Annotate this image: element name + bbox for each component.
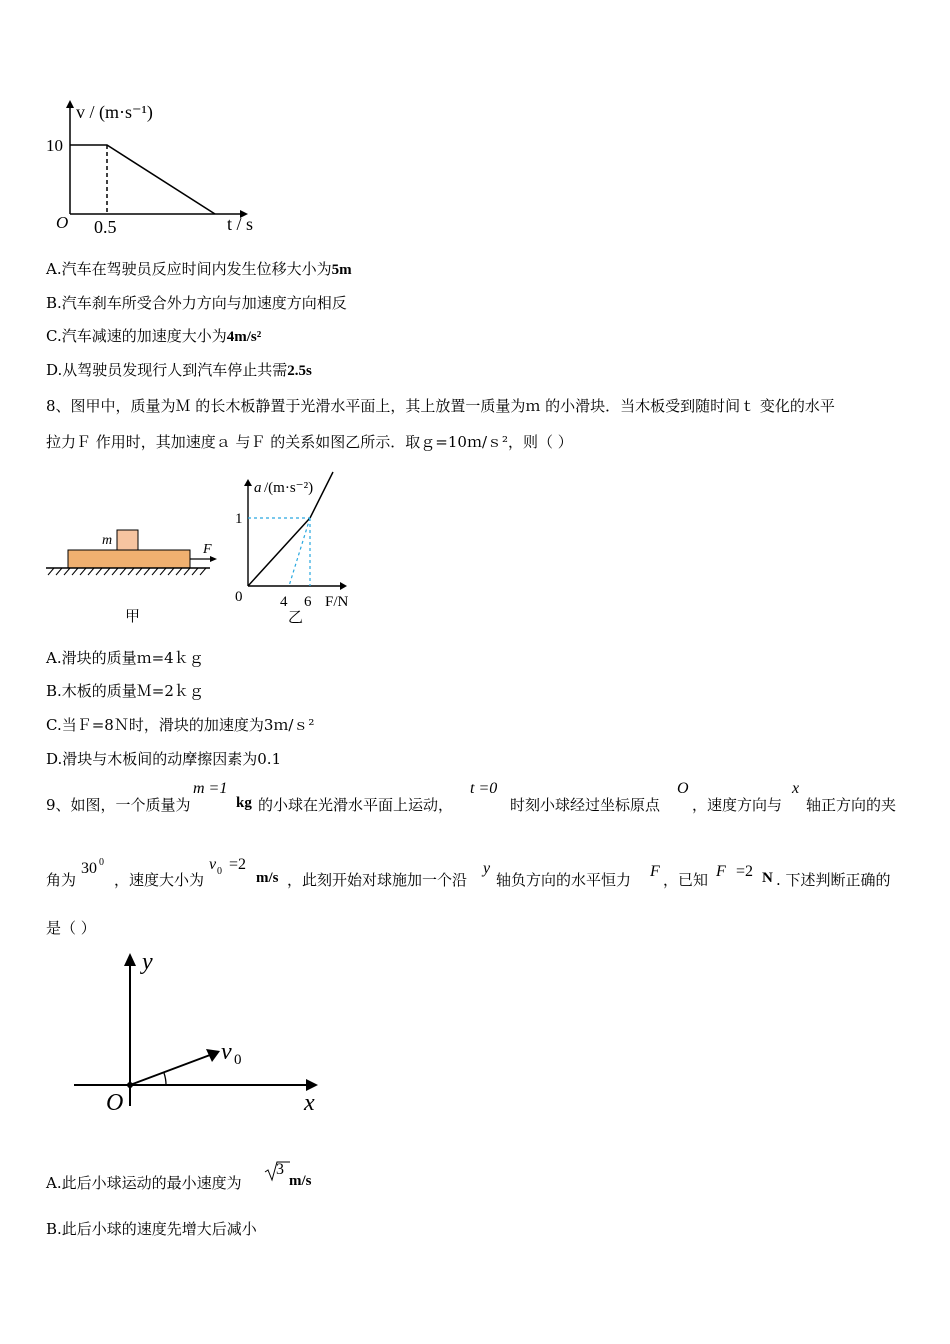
q9-angle-degree: 0 xyxy=(99,857,104,868)
y-axis-arrow-icon xyxy=(66,100,74,108)
q9-origin-dot xyxy=(127,1082,133,1088)
q9-l2-text-b: ，速度大小为 xyxy=(114,871,205,889)
q7-option-a-value: 5m xyxy=(331,262,352,278)
graph-b-y-tick: 1 xyxy=(235,511,243,527)
q9-l2-text-d: 轴负方向的水平恒力 xyxy=(496,871,632,889)
q8-option-c: C.当Ｆ=8Ｎ时，滑块的加速度为3ｍ/ｓ² xyxy=(46,716,315,734)
x-axis-label: t / s xyxy=(227,214,254,234)
q9-option-a-unit: m/s xyxy=(289,1173,312,1189)
figure-a-caption: 甲 xyxy=(125,607,141,625)
q9-stem-line3: 是（ ） xyxy=(46,919,96,937)
q9-v0-unit: m/s xyxy=(256,870,279,886)
q7-option-c-value: 4m/s² xyxy=(226,329,262,345)
q9-angle-value: 30 xyxy=(81,860,97,877)
y-tick-10: 10 xyxy=(46,136,63,155)
graph-b-x-arrow-icon xyxy=(340,582,347,590)
q9-angle-arc xyxy=(164,1073,166,1085)
q9-l2-text-e: ，已知 xyxy=(663,871,709,889)
q9-origin-symbol: O xyxy=(677,780,689,797)
q9-force-unit: N xyxy=(762,870,773,886)
graph-b-dashed-extension xyxy=(289,518,310,586)
q7-option-d-value: 2.5s xyxy=(287,363,312,379)
q9-time-expr: t =0 xyxy=(470,780,498,797)
ground-hatch xyxy=(48,568,206,575)
acceleration-force-graph xyxy=(228,470,368,628)
q8-option-a: A.滑块的质量ｍ=4ｋｇ xyxy=(46,649,204,667)
y-axis-label: v / (m·s⁻¹) xyxy=(76,102,153,122)
q8-option-b: B.木板的质量Ｍ=2ｋｇ xyxy=(46,682,204,700)
q9-l2-text-f: . 下述判断正确的 xyxy=(776,871,891,889)
q9-l1-text-c: 时刻小球经过坐标原点 xyxy=(510,796,661,814)
graph-b-origin: 0 xyxy=(235,589,243,605)
q9-v0-value: =2 xyxy=(229,856,247,873)
graph-b-x-label: F/N xyxy=(325,594,349,610)
graph-b-line-1 xyxy=(248,518,310,586)
q7-option-c xyxy=(46,326,261,347)
figure-b-caption: 乙 xyxy=(288,608,304,626)
q9-fig-x-label: x xyxy=(304,1090,315,1116)
q9-y-symbol: y xyxy=(483,860,491,877)
graph-b-x-tick-4: 4 xyxy=(280,594,288,610)
q8-stem-line1: 8、图甲中，质量为Ｍ 的长木板静置于光滑水平面上，其上放置一质量为ｍ 的小滑块．当木板受到随时间ｔ 变化的水平 xyxy=(46,397,835,415)
q9-v0-symbol: v xyxy=(209,856,217,873)
force-label: F xyxy=(203,542,212,557)
q7-option-a xyxy=(46,259,352,280)
graph-b-y-label: a xyxy=(254,480,262,496)
q9-l1-text-d: ，速度方向与 xyxy=(692,796,783,814)
velocity-line xyxy=(70,145,215,214)
q9-l1-text-e: 轴正方向的夹 xyxy=(806,796,897,814)
q9-v0-subscript: 0 xyxy=(217,866,222,877)
graph-b-x-tick-6: 6 xyxy=(304,594,312,610)
q9-l1-text-a: 9、如图，一个质量为 xyxy=(46,796,191,814)
long-board xyxy=(68,550,190,568)
q8-stem-line2: 拉力Ｆ 作用时，其加速度ａ 与Ｆ 的关系如图乙所示．取ｇ=10ｍ/ｓ²，则（ ） xyxy=(46,433,573,451)
q9-option-a-text: A.此后小球运动的最小速度为 xyxy=(46,1174,242,1192)
q9-fig-origin-label: O xyxy=(106,1090,124,1116)
graph-b-y-label-unit: /(m·s⁻²) xyxy=(264,480,314,496)
graph-b-y-arrow-icon xyxy=(244,479,252,486)
graph-b-line-2 xyxy=(310,472,333,518)
q9-force-value: =2 xyxy=(736,863,754,880)
q9-coordinate-diagram xyxy=(66,946,336,1126)
q9-mass-expr: m =1 xyxy=(193,780,228,797)
q9-l1-text-b: 的小球在光滑水平面上运动， xyxy=(258,796,454,814)
q9-mass-unit: kg xyxy=(236,795,252,811)
q9-fig-v-label: v xyxy=(221,1039,232,1065)
q9-x-symbol: x xyxy=(792,780,800,797)
q9-option-a-sqrt-value: 3 xyxy=(276,1161,284,1178)
q9-fig-v-subscript: 0 xyxy=(234,1052,242,1068)
block-label: m xyxy=(102,533,113,548)
velocity-time-graph xyxy=(40,96,280,241)
q9-option-b: B.此后小球的速度先增大后减小 xyxy=(46,1220,257,1238)
q7-option-a-text: A.汽车在驾驶员反应时间内发生位移大小为 xyxy=(46,260,332,278)
small-block xyxy=(117,530,138,550)
q7-option-d xyxy=(46,360,312,381)
q9-stem-line1 xyxy=(46,794,191,815)
x-tick-0-5: 0.5 xyxy=(94,217,117,237)
q9-fig-y-label: y xyxy=(142,949,153,975)
board-block-diagram xyxy=(42,522,222,632)
q9-velocity-vector xyxy=(130,1055,210,1085)
q9-y-arrow-icon xyxy=(124,953,136,966)
q8-option-d: D.滑块与木板间的动摩擦因素为0.1 xyxy=(46,750,282,768)
q9-force-symbol: F xyxy=(650,863,660,880)
q9-l2-text-c: ，此刻开始对球施加一个沿 xyxy=(287,871,468,889)
origin-label: O xyxy=(56,213,69,232)
q7-option-d-text: D.从驾驶员发现行人到汽车停止共需 xyxy=(46,361,288,379)
q7-option-c-text: C.汽车减速的加速度大小为 xyxy=(46,327,227,345)
q9-l2-text-a: 角为 xyxy=(46,871,77,889)
q9-force-symbol-2: F xyxy=(716,863,726,880)
q7-option-b: B.汽车刹车所受合外力方向与加速度方向相反 xyxy=(46,294,347,312)
